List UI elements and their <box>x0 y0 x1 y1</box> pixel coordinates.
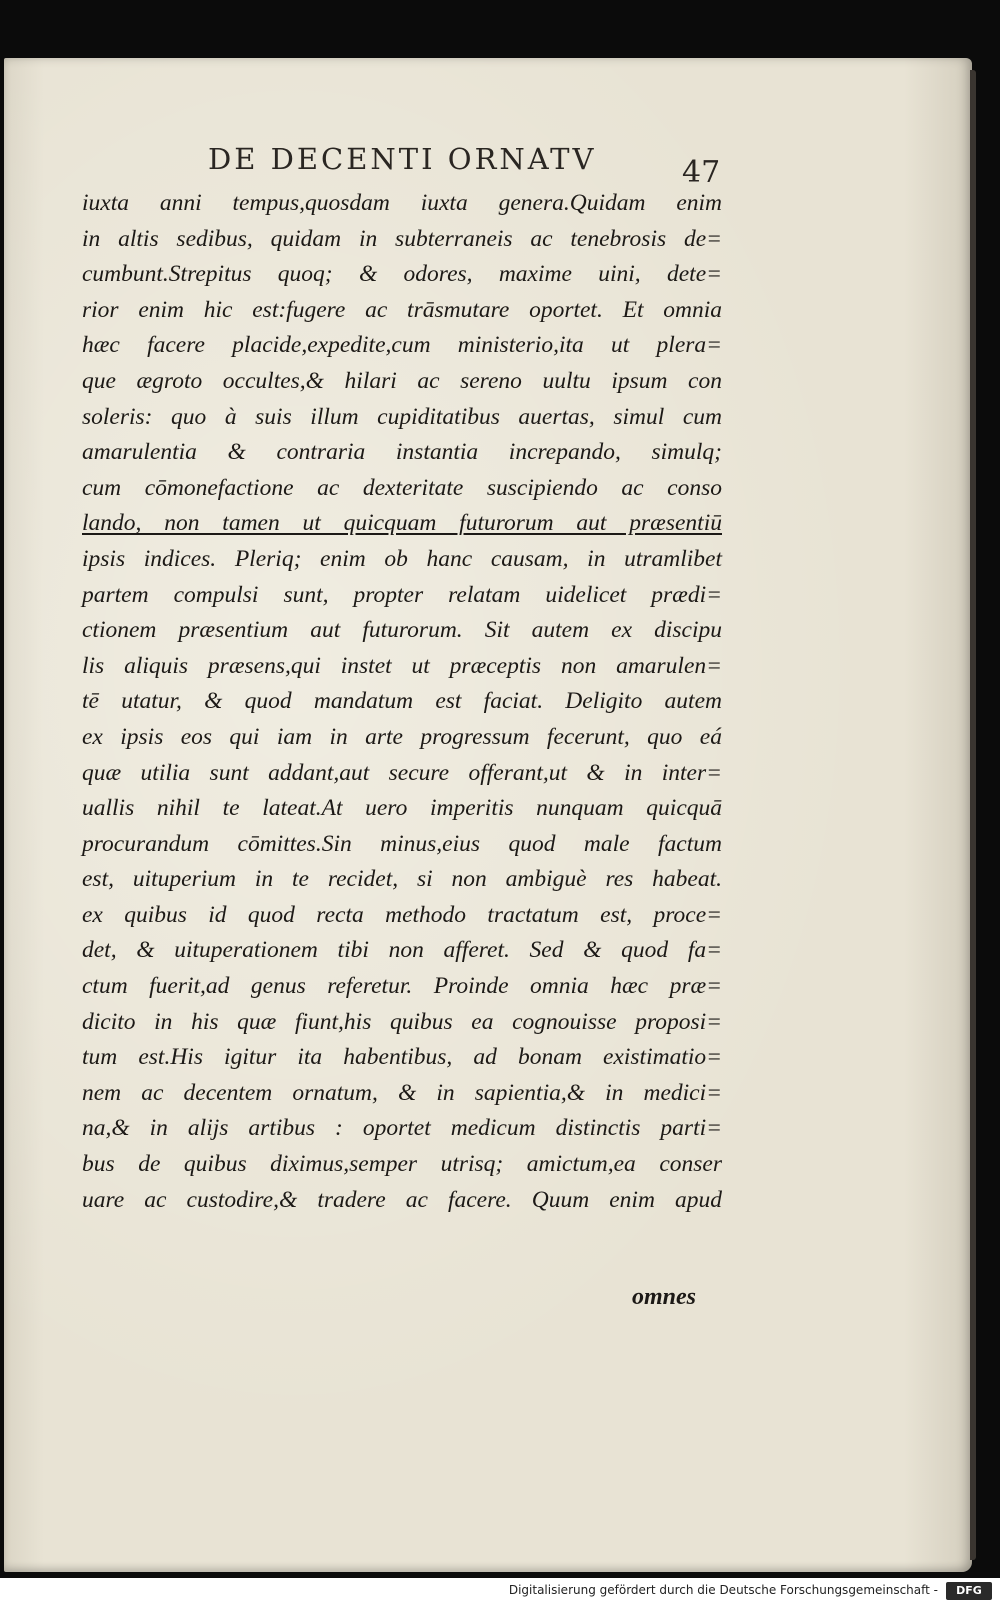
text-line: amarulentia & contraria instantia increpando, simulq; <box>82 439 722 466</box>
body-text <box>82 186 742 1218</box>
text-line: soleris: quo à suis illum cupiditatibus auertas, simul cum <box>82 403 722 430</box>
text-line: partem compulsi sunt, propter relatam uidelicet prædi= <box>82 581 722 608</box>
text-line-underlined: lando, non tamen ut quicquam futurorum aut præsentiū <box>82 510 722 537</box>
text-line: ex ipsis eos qui iam in arte progressum fecerunt, quo eá <box>82 723 722 750</box>
text-line: ipsis indices. Pleriq; enim ob hanc causam, in utramlibet <box>82 545 722 572</box>
text-line: cum cōmonefactione ac dexteritate suscipiendo ac conso <box>82 474 722 501</box>
text-line: uallis nihil te lateat.At uero imperitis nunquam quicquā <box>82 795 722 822</box>
running-head: DE DECENTI ORNATV <box>208 142 597 176</box>
text-line: tē utatur, & quod mandatum est faciat. Deligito autem <box>82 688 722 715</box>
text-line: uare ac custodire,& tradere ac facere. Quum enim apud <box>82 1186 722 1213</box>
text-line: dicito in his quæ fiunt,his quibus ea cognouisse proposi= <box>82 1008 722 1035</box>
text-line: que ægroto occultes,& hilari ac sereno uultu ipsum con <box>82 367 722 394</box>
page-number: 47 <box>682 155 721 190</box>
text-line: iuxta anni tempus,quosdam iuxta genera.Quidam enim <box>82 190 722 216</box>
text-line: hæc facere placide,expedite,cum ministerio,ita ut plera= <box>82 332 722 359</box>
text-line: ctum fuerit,ad genus referetur. Proinde omnia hæc præ= <box>82 973 722 1000</box>
text-line: nem ac decentem ornatum, & in sapientia,& in medici= <box>82 1079 722 1106</box>
footer-credit: Digitalisierung gefördert durch die Deutsche Forschungsgemeinschaft - <box>508 1583 938 1597</box>
catchword: omnes <box>632 1284 697 1310</box>
text-line: ex quibus id quod recta methodo tractatum est, proce= <box>82 901 722 928</box>
text-line: lis aliquis præsens,qui instet ut præceptis non amarulen= <box>82 652 722 679</box>
text-line: bus de quibus diximus,semper utrisq; amictum,ea conser <box>82 1151 722 1178</box>
text-line: det, & uituperationem tibi non afferet. Sed & quod fa= <box>82 937 722 964</box>
text-line: cumbunt.Strepitus quoq; & odores, maxime uini, dete= <box>82 261 722 288</box>
text-line: rior enim hic est:fugere ac trāsmutare oportet. Et omnia <box>82 296 722 323</box>
text-line: quæ utilia sunt addant,aut secure offerant,ut & in inter= <box>82 759 722 786</box>
dfg-logo-icon: DFG <box>946 1582 992 1600</box>
text-line: est, uituperium in te recidet, si non ambiguè res habeat. <box>82 866 722 893</box>
text-line: na,& in alijs artibus : oportet medicum distinctis parti= <box>82 1115 722 1142</box>
text-line: procurandum cōmittes.Sin minus,eius quod male factum <box>82 830 722 857</box>
text-line: in altis sedibus, quidam in subterraneis ac tenebrosis de= <box>82 225 722 252</box>
text-line: ctionem præsentium aut futurorum. Sit autem ex discipu <box>82 617 722 644</box>
text-line: tum est.His igitur ita habentibus, ad bonam existimatio= <box>82 1044 722 1071</box>
page-edge <box>970 70 976 1560</box>
